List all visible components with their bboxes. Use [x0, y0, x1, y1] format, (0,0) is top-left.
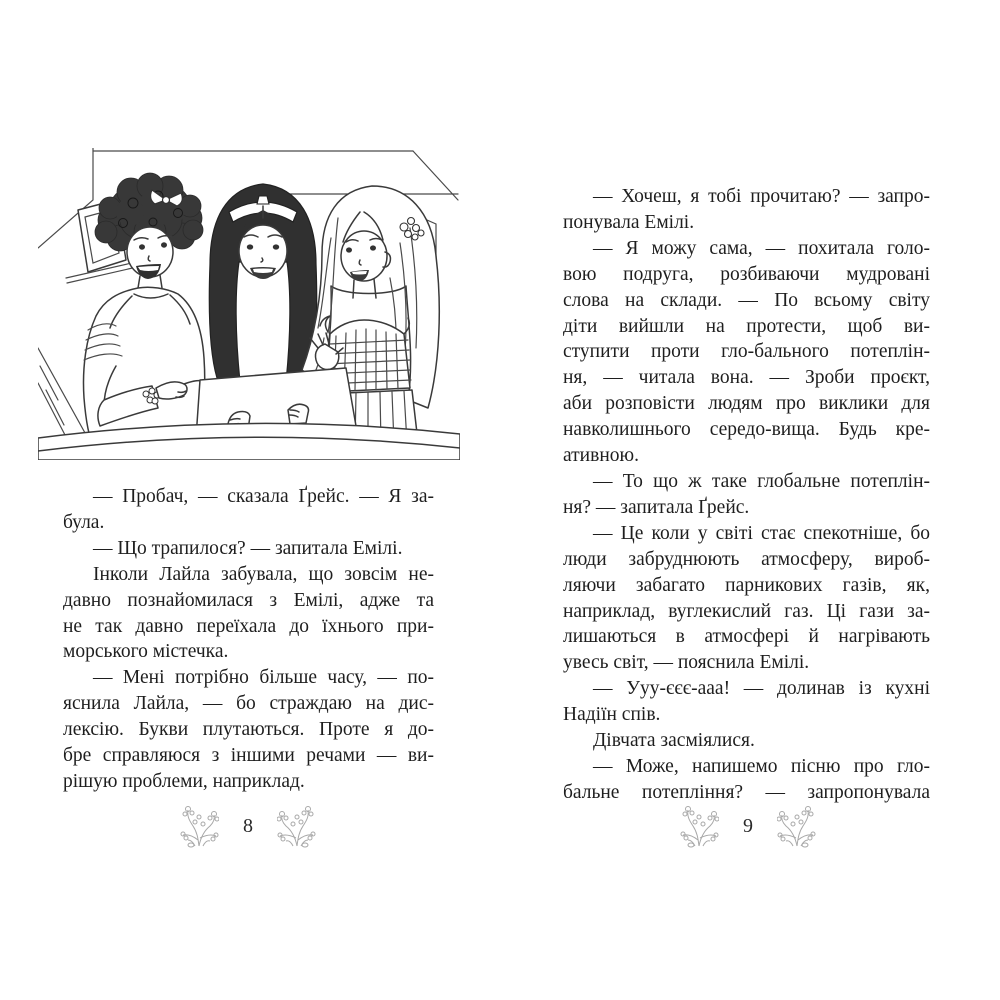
page-right-footer: [679, 800, 817, 852]
floral-sprig-icon: [277, 804, 317, 848]
text-line: ступити проти гло-бального потеплін-: [563, 341, 930, 363]
text-line: — Пробач, — сказала Ґрейс. — Я за-: [93, 486, 434, 507]
text-line: була.: [63, 511, 105, 533]
text-line: люди забруднюють атмосферу, вироб-: [563, 548, 930, 570]
text-line: слова на склади. — По всьому світу: [563, 289, 930, 311]
text-line: лишаються в атмосфері й нагрівають: [563, 626, 930, 648]
text-line: — Може, напишемо пісню про гло-: [593, 755, 930, 777]
text-line: — Мені потрібно більше часу, — по-: [93, 667, 434, 689]
text-line: бре справляюся з іншими речами — ви-: [63, 745, 434, 767]
three-girls-reading-illustration: [38, 148, 460, 460]
text-line: — Це коли у світі стає спекотніше, бо: [593, 522, 930, 544]
text-line: — Що трапилося? — запитала Емілі.: [93, 537, 403, 559]
text-line: — То що ж таке глобальне потеплін-: [593, 470, 930, 492]
page-left-text: [63, 484, 434, 795]
text-line: ляючи забагато парникових газів, як,: [563, 574, 930, 596]
text-line: ня, — читала вона. — Зроби проєкт,: [563, 367, 930, 389]
text-line: лексію. Букви плутаються. Проте я до-: [63, 719, 434, 741]
text-line: рішую проблеми, наприклад.: [63, 770, 305, 792]
text-line: давно познайомилася з Емілі, адже та: [63, 589, 434, 611]
text-line: навколишнього середо-вища. Будь кре-: [563, 419, 930, 441]
page-right-text: [563, 184, 930, 806]
text-line: понувала Емілі.: [563, 211, 695, 233]
text-line: ня? — запитала Ґрейс.: [563, 496, 750, 518]
text-line: наприклад, вуглекислий газ. Ці гази за-: [563, 600, 930, 622]
text-line: яснила Лайла, — бо страждаю на дис-: [63, 693, 434, 715]
text-line: Надіїн спів.: [563, 704, 661, 726]
floral-sprig-icon: [777, 804, 817, 848]
text-line: — Хочеш, я тобі прочитаю? — запро-: [593, 186, 930, 207]
text-line: — Я можу сама, — похитала голо-: [593, 237, 930, 259]
floral-sprig-icon: [179, 804, 219, 848]
text-line: діти вийшли на протести, щоб ви-: [563, 315, 930, 337]
text-line: вою подруга, розбиваючи мудровані: [563, 263, 930, 285]
text-line: ативною.: [563, 445, 639, 467]
text-line: увесь світ, — пояснила Емілі.: [563, 652, 810, 674]
page-number-left: 8: [243, 815, 253, 837]
text-line: морського містечка.: [63, 641, 229, 663]
text-line: не так давно переїхала до їхнього при-: [63, 615, 434, 637]
text-line: аби розповісти людям про виклики для: [563, 393, 930, 415]
girl-left: [84, 173, 205, 448]
text-line: Дівчата засміялися.: [593, 730, 755, 752]
floral-sprig-icon: [679, 804, 719, 848]
text-line: — Ууу-єєє-ааа! — долинав із кухні: [593, 678, 930, 700]
page-number-right: 9: [743, 815, 753, 837]
text-line: Інколи Лайла забувала, що зовсім не-: [93, 563, 434, 585]
page-left-footer: [179, 800, 317, 852]
text-line: бальне потепління? — запропонувала: [563, 781, 930, 803]
